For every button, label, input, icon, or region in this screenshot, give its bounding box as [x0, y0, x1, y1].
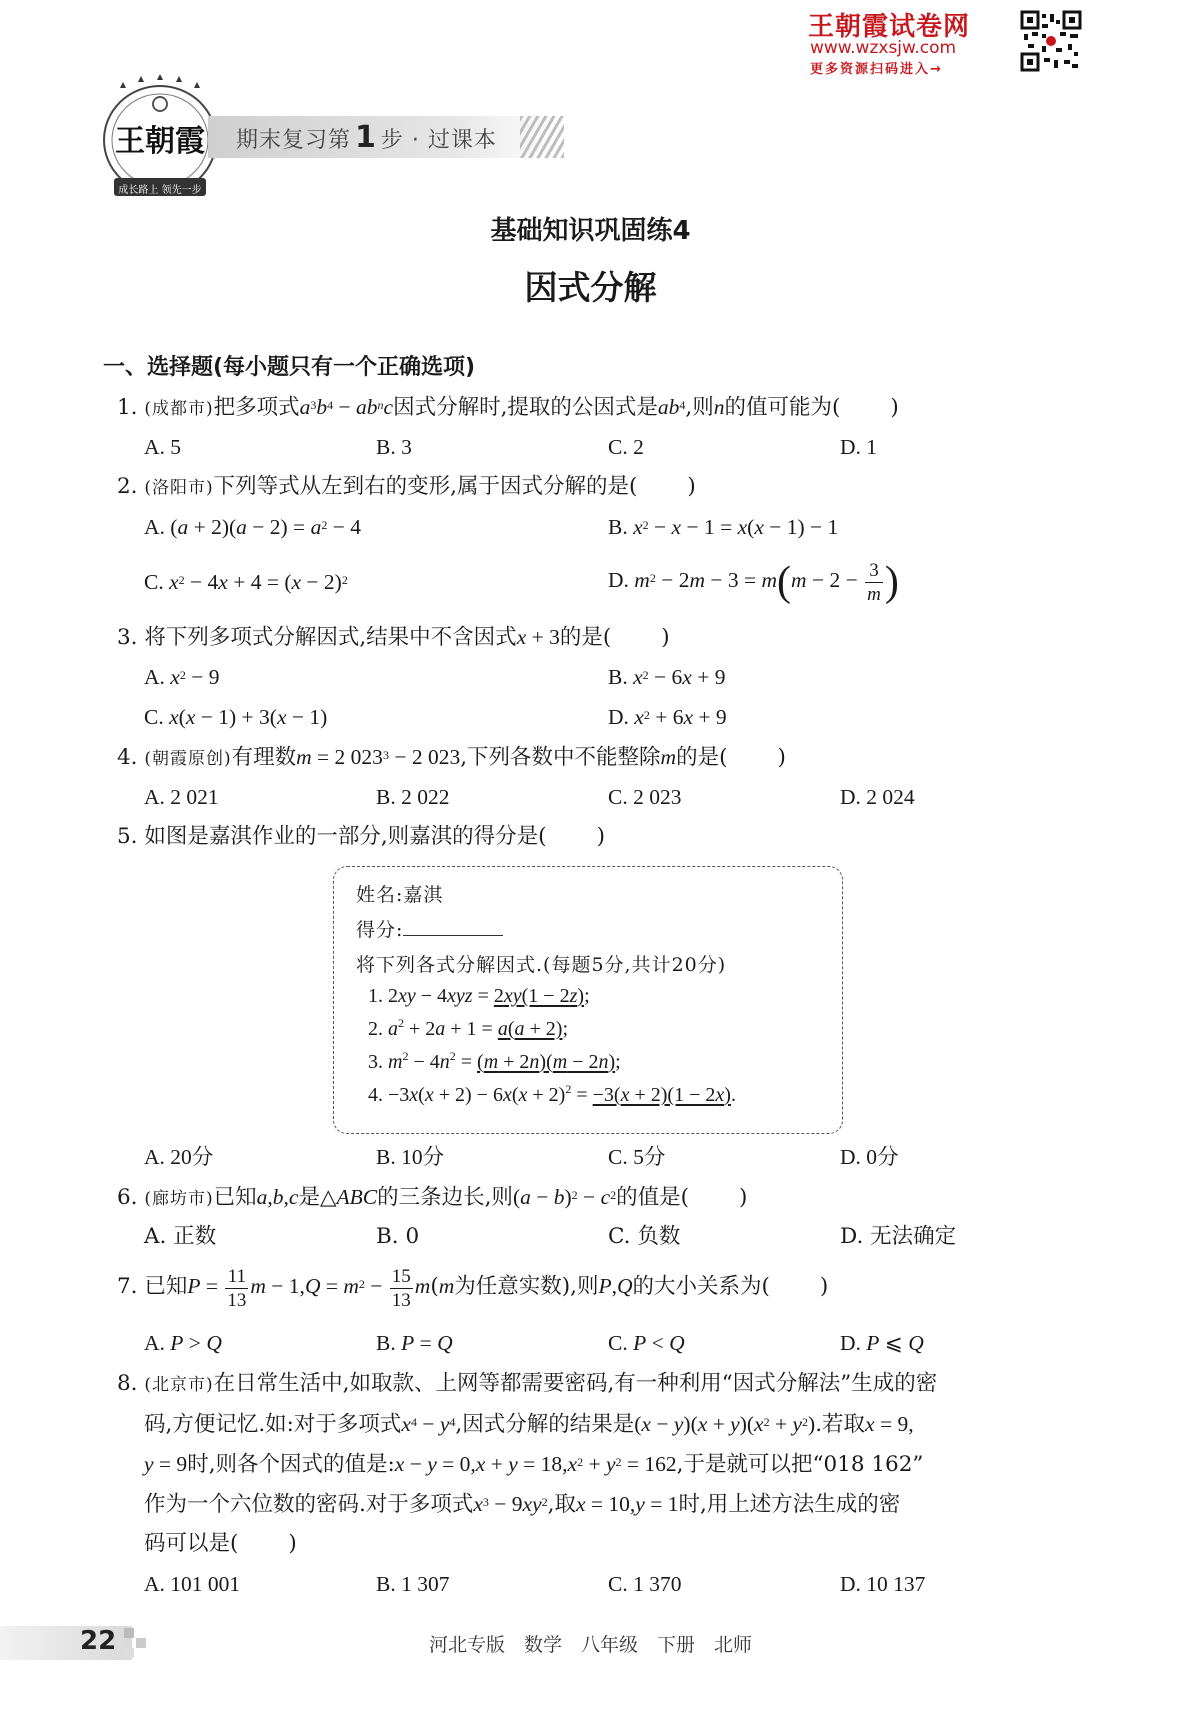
q8-option-d[interactable]: D. 10 137 — [840, 1572, 926, 1596]
logo-badge — [100, 74, 220, 204]
q8-l2b: ,因式分解的结果是 — [455, 1412, 635, 1437]
q1-after2: ,则 — [685, 395, 714, 420]
qr-code-icon[interactable] — [1020, 10, 1082, 72]
logo-ribbon: 成长路上 领先一步 — [118, 185, 202, 196]
q8-l4a: 作为一个六位数的密码.对于多项式 — [144, 1492, 474, 1517]
question-8-line-5 — [144, 1529, 297, 1559]
q2-option-a[interactable]: A. $(a + 2)(a - 2) = a^2 - 4$ — [144, 515, 361, 539]
banner-text-head: 期末复习第 — [236, 128, 352, 153]
q7-option-d[interactable]: D. P ⩽ Q — [840, 1331, 924, 1355]
q4-mid: ,下列各数中不能整除 — [460, 745, 661, 770]
homework-item-3: 3. $m^2 - 4n^2 = (m + 2n)(m - 2n)$; — [368, 1049, 621, 1073]
homework-item-1: 1. 2xy − 4xyz = 2xy(1 − 2z); — [368, 985, 590, 1007]
q2-option-d[interactable]: D. $m^2 - 2m - 3 = m(m - 2$ − $\frac{3}{m}$ ) — [608, 559, 899, 606]
q6-option-b[interactable]: B. 0 — [376, 1224, 420, 1249]
q2-close: ) — [687, 474, 696, 499]
logo-text: 王朝霞 — [115, 124, 205, 159]
q8-l5: 码可以是( — [144, 1531, 239, 1556]
homework-item-4: 4. $-3x(x + 2) - 6x(x + 2)^2 = -3(x + 2)(1 - 2x)$. — [368, 1082, 736, 1106]
q6-mid2: 的三条边长,则 — [377, 1185, 513, 1210]
q1-option-a[interactable]: A. 5 — [144, 435, 182, 459]
question-4: 4. (朝霞原创)有理数m = 2 $023^3 - 2$ 023,下列各数中不能整除m的是( ) — [117, 745, 786, 770]
q7-option-b[interactable]: B. P = Q — [376, 1331, 453, 1355]
brand-url[interactable]: www.wzxsjw.com — [810, 38, 957, 58]
q4-number: 4. — [117, 745, 138, 770]
q8-close: ) — [288, 1531, 297, 1556]
q6-stem: 已知 — [213, 1185, 257, 1210]
q6-number: 6. — [117, 1185, 138, 1210]
q1-after: 因式分解时,提取的公因式是 — [393, 395, 658, 420]
q4-option-d[interactable]: D. 2 024 — [840, 785, 915, 809]
q7-stem: 7. 已知 — [117, 1274, 188, 1299]
q8-l4c: 时,用上述方法生成的密 — [678, 1492, 901, 1517]
q6-option-a[interactable]: A. 正数 — [144, 1224, 217, 1249]
q8-l2a: 码,方便记忆.如:对于多项式 — [144, 1412, 402, 1437]
q8-l3a: 时,则各个因式的值是: — [187, 1452, 395, 1477]
q4-stem: 有理数 — [231, 745, 297, 770]
banner-text — [236, 120, 497, 155]
q5-option-d[interactable]: D. 0分 — [840, 1145, 899, 1169]
question-8-line-1 — [117, 1369, 937, 1400]
q7-tail: 的大小关系为( — [632, 1274, 770, 1299]
page-number: 22 — [80, 1626, 117, 1656]
q7-option-a[interactable]: A. P > Q — [144, 1331, 222, 1355]
q8-line-1-text: 在日常生活中,如取款、上网等都需要密码,有一种利用“因式分解法”生成的密 — [213, 1371, 938, 1396]
q6-option-c[interactable]: C. 负数 — [608, 1224, 681, 1249]
q4-close: ) — [777, 745, 786, 770]
q5-option-a[interactable]: A. 20分 — [144, 1145, 214, 1169]
q4-option-b[interactable]: B. 2 022 — [376, 785, 450, 809]
q4-tail: 的是( — [676, 745, 728, 770]
q1-option-d[interactable]: D. 1 — [840, 435, 878, 459]
q5-close: ) — [596, 824, 605, 849]
q2-option-b[interactable]: B. $x^2 - x - 1 = x(x - 1) - 1$ — [608, 515, 839, 539]
q4-source: (朝霞原创) — [144, 749, 232, 769]
question-5 — [117, 822, 605, 852]
q2-stem: 下列等式从左到右的变形,属于因式分解的是( — [213, 474, 638, 499]
q7-mid2: 为任意实数),则 — [454, 1274, 599, 1299]
q6-tail: 的值是( — [616, 1185, 689, 1210]
homework-score-blank — [403, 935, 503, 936]
q1-close: ) — [890, 395, 899, 420]
q7-mid: ( — [430, 1274, 439, 1299]
q6-mid: 是△ — [298, 1185, 337, 1210]
q8-option-b[interactable]: B. 1 307 — [376, 1572, 450, 1596]
q2-number: 2. — [117, 474, 138, 499]
homework-name: 姓名:嘉淇 — [356, 884, 444, 906]
banner-text-tail: 步 · 过课本 — [380, 128, 497, 153]
q3-stem-tail: 的是( — [559, 625, 612, 650]
homework-score-label: 得分: — [356, 919, 404, 941]
q8-l3b: ,于是就可以把“018 162” — [676, 1452, 924, 1477]
q8-option-c[interactable]: C. 1 370 — [608, 1572, 682, 1596]
q6-source: (廊坊市) — [144, 1189, 214, 1209]
homework-score — [356, 915, 503, 942]
q1-source: (成都市) — [144, 399, 214, 419]
q8-number: 8. — [117, 1371, 138, 1396]
question-8-line-4: 作为一个六位数的密码.对于多项式$x^3 - 9xy^2$,取x = 10,y = 1时,用上述方法生成的密 — [144, 1492, 901, 1517]
q6-option-d[interactable]: D. 无法确定 — [840, 1224, 957, 1249]
brand-tagline: 更多资源扫码进入→ — [810, 62, 943, 77]
page-subtitle: 因式分解 — [524, 268, 657, 307]
q3-option-c[interactable]: C. x(x − 1) + 3(x − 1) — [144, 705, 328, 729]
question-8-line-3: y = 9时,则各个因式的值是:x − $y = 0,x + y = 18,x^2 + y^2 = 162$,于是就可以把“018 162” — [144, 1452, 924, 1477]
question-8-line-2: 码,方便记忆.如:对于多项式$x^4 - y^4$,因式分解的结果是$(x - y)(x + y)(x^2 + y^2)$.若取x = 9, — [144, 1412, 914, 1437]
question-6: 6. (廊坊市)已知a,b,c是△ABC的三条边长,则$(a - b)^2 - c^2$的值是( ) — [117, 1185, 748, 1210]
q7-option-c[interactable]: C. P < Q — [608, 1331, 685, 1355]
question-7: 7. 已知P = $\frac{11}{13}$ $m - 1,Q = m^2$ − $\frac{15}{13}$ m(m为任意实数),则P,Q的大小关系为( ) — [117, 1265, 829, 1311]
q6-close: ) — [739, 1185, 748, 1210]
brand-name: 王朝霞试卷网 — [808, 12, 971, 42]
homework-item-2: 2. $a^2 + 2a + 1 = a(a + 2)$; — [368, 1016, 569, 1040]
q1-stem: 把多项式 — [213, 395, 300, 420]
footer-info: 河北专版 数学 八年级 下册 北师 — [428, 1634, 752, 1656]
question-3: 3. 将下列多项式分解因式,结果中不含因式x + 3的是( ) — [117, 625, 670, 650]
question-1: 1. (成都市)把多项式$a^3b^4 - ab^nc$因式分解时,提取的公因式是$ab^4$,则n的值可能为( ) — [117, 395, 899, 420]
q3-stem: 3. 将下列多项式分解因式,结果中不含因式 — [117, 625, 517, 650]
q8-source: (北京市) — [144, 1375, 214, 1395]
q5-option-c[interactable]: C. 5分 — [608, 1145, 666, 1169]
q8-l2c: .若取 — [815, 1412, 866, 1437]
banner-step-number: 1 — [355, 120, 377, 155]
q7-close: ) — [819, 1274, 829, 1299]
q1-after3: 的值可能为( — [724, 395, 841, 420]
q2-option-c[interactable]: C. $x^2 - 4x + 4 = (x - 2)^2$ — [144, 570, 348, 594]
q8-l4b: ,取 — [547, 1492, 576, 1517]
q2-source: (洛阳市) — [144, 478, 214, 498]
q5-option-b[interactable]: B. 10分 — [376, 1145, 445, 1169]
q4-option-a[interactable]: A. 2 021 — [144, 785, 219, 809]
q4-option-c[interactable]: C. 2 023 — [608, 785, 682, 809]
q1-option-b[interactable]: B. 3 — [376, 435, 412, 459]
q3-option-a[interactable]: A. $x^2 - 9$ — [144, 665, 220, 689]
page-title: 基础知识巩固练4 — [490, 216, 691, 246]
question-2 — [117, 472, 696, 503]
q3-option-d[interactable]: D. $x^2 + 6x + 9$ — [608, 705, 727, 729]
q8-option-a[interactable]: A. 101 001 — [144, 1572, 241, 1596]
homework-instruction: 将下列各式分解因式.(每题5分,共计20分) — [356, 954, 727, 976]
q1-option-c[interactable]: C. 2 — [608, 435, 644, 459]
q3-close: ) — [661, 625, 670, 650]
q3-option-b[interactable]: B. $x^2 - 6x + 9$ — [608, 665, 726, 689]
section-heading: 一、选择题(每小题只有一个正确选项) — [103, 355, 476, 380]
q5-stem: 5. 如图是嘉淇作业的一部分,则嘉淇的得分是( — [117, 824, 547, 849]
banner-stripes — [520, 116, 564, 158]
q1-number: 1. — [117, 395, 138, 420]
